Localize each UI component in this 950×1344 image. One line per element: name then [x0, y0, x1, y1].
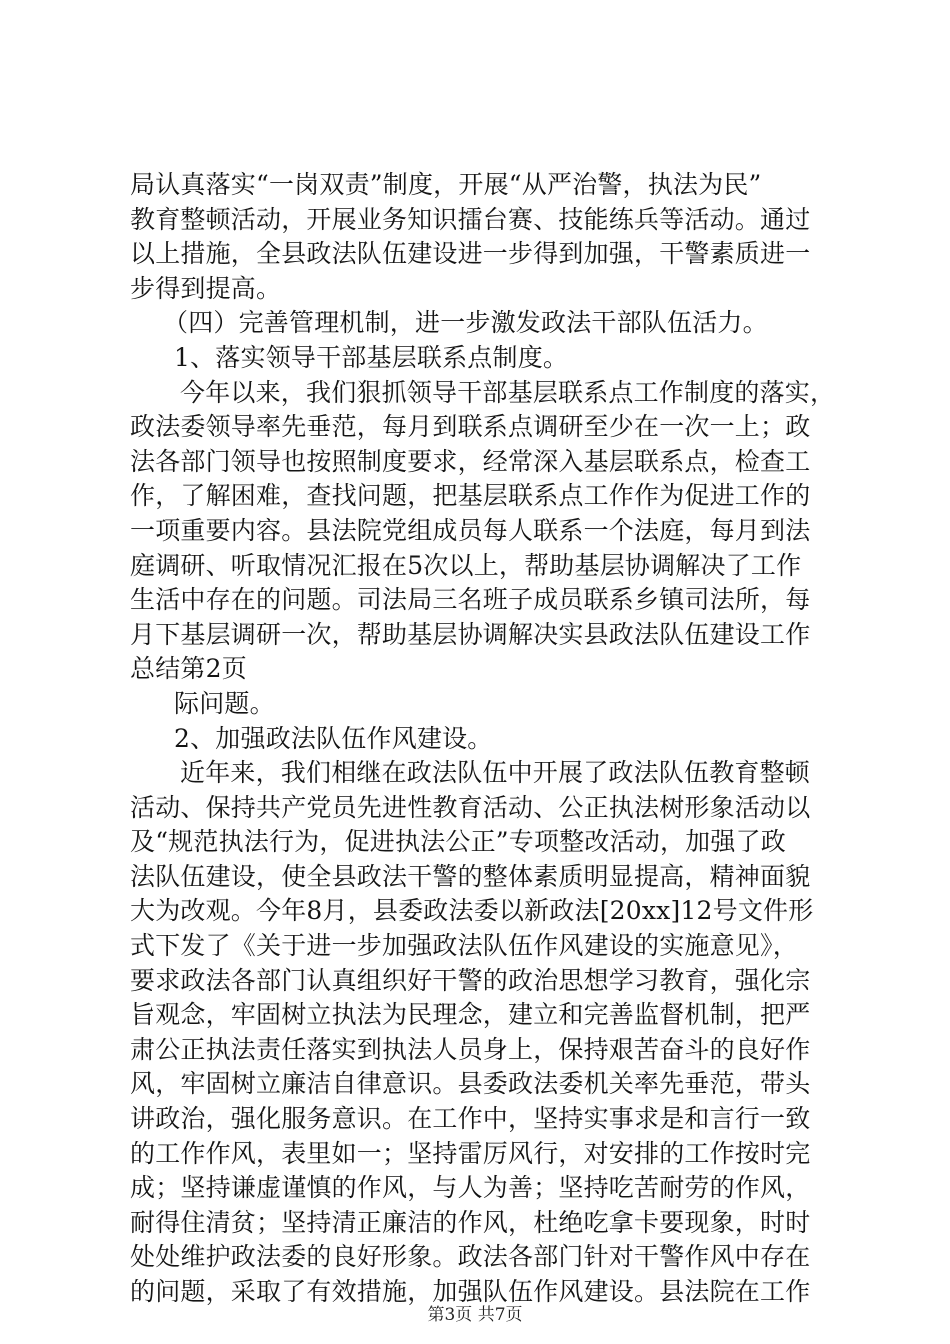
text-line: 总结第2页	[130, 654, 247, 684]
text-line: 式下发了《关于进一步加强政法队伍作风建设的实施意见》，	[130, 931, 798, 961]
text-line: 的问题，采取了有效措施，加强队伍作风建设。县法院在工作	[130, 1277, 811, 1306]
text-line: 际问题。	[174, 688, 275, 718]
text-line: 庭调研、听取情况汇报在5次以上，帮助基层协调解决了工作	[130, 550, 802, 580]
text-line: 肃公正执法责任落实到执法人员身上，保持艰苦奋斗的良好作	[130, 1034, 811, 1064]
text-line: 处处维护政法委的良好形象。政法各部门针对干警作风中存在	[130, 1242, 811, 1272]
text-line: 的工作作风，表里如一；坚持雷厉风行，对安排的工作按时完	[130, 1138, 811, 1168]
text-line: 今年以来，我们狠抓领导干部基层联系点工作制度的落实，	[180, 377, 836, 407]
text-line: 耐得住清贫；坚持清正廉洁的作风，杜绝吃拿卡要现象，时时	[130, 1207, 811, 1237]
text-line: 政法委领导率先垂范，每月到联系点调研至少在一次一上；政	[130, 412, 811, 442]
text-line: 旨观念，牢固树立执法为民理念，建立和完善监督机制，把严	[130, 1000, 811, 1030]
text-line: 活动、保持共产党员先进性教育活动、公正执法树形象活动以	[130, 792, 811, 822]
text-line: 大为改观。今年8月，县委政法委以新政法[20xx]12号文件形	[130, 896, 814, 926]
subsection-heading: 2、加强政法队伍作风建设。	[174, 723, 493, 753]
text-line: 教育整顿活动，开展业务知识擂台赛、技能练兵等活动。通过	[130, 204, 811, 234]
text-line: 成；坚持谦虚谨慎的作风，与人为善；坚持吃苦耐劳的作风，	[130, 1173, 811, 1203]
text-line: 及“规范执法行为，促进执法公正”专项整改活动，加强了政	[130, 827, 786, 857]
text-line: 局认真落实“一岗双责”制度，开展“从严治警，执法为民”	[130, 170, 762, 199]
text-line: 风，牢固树立廉洁自律意识。县委政法委机关率先垂范，带头	[130, 1069, 811, 1099]
subsection-heading: 1、落实领导干部基层联系点制度。	[174, 342, 569, 372]
text-line: 法各部门领导也按照制度要求，经常深入基层联系点，检查工	[130, 446, 811, 476]
text-line: 步得到提高。	[130, 273, 282, 303]
text-line: 近年来，我们相继在政法队伍中开展了政法队伍教育整顿	[180, 758, 811, 788]
text-line: 一项重要内容。县法院党组成员每人联系一个法庭，每月到法	[130, 515, 811, 545]
text-line: 以上措施，全县政法队伍建设进一步得到加强，干警素质进一	[130, 239, 811, 269]
page-footer	[0, 1300, 950, 1325]
text-line: 作，了解困难，查找问题，把基层联系点工作作为促进工作的	[130, 481, 811, 511]
document-body	[130, 168, 836, 1310]
text-line: 要求政法各部门认真组织好干警的政治思想学习教育，强化宗	[130, 965, 811, 995]
text-line: 讲政治，强化服务意识。在工作中，坚持实事求是和言行一致	[130, 1104, 811, 1134]
section-heading: （四）完善管理机制，进一步激发政法干部队伍活力。	[163, 308, 768, 338]
text-line: 生活中存在的问题。司法局三名班子成员联系乡镇司法所，每	[130, 585, 811, 615]
text-line: 法队伍建设，使全县政法干警的整体素质明显提高，精神面貌	[130, 861, 811, 891]
page-number: 第3页 共7页	[427, 1305, 523, 1325]
text-line: 月下基层调研一次，帮助基层协调解决实县政法队伍建设工作	[130, 619, 811, 649]
